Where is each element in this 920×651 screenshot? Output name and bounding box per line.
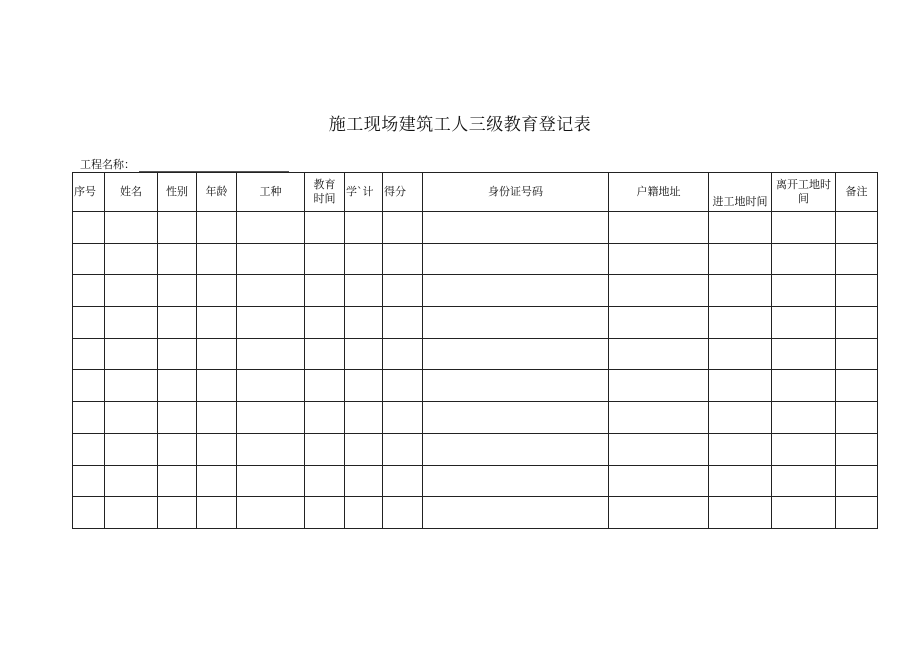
table-cell-remarks[interactable] [836, 433, 878, 465]
table-cell-hours[interactable] [345, 243, 383, 275]
table-cell-id-number[interactable] [423, 338, 609, 370]
table-cell-score[interactable] [383, 465, 423, 497]
table-cell-score[interactable] [383, 338, 423, 370]
table-cell-id-number[interactable] [423, 465, 609, 497]
table-cell-name[interactable] [105, 402, 158, 434]
table-cell-entry-time[interactable] [709, 465, 772, 497]
table-cell-gender[interactable] [158, 402, 197, 434]
table-cell-age[interactable] [197, 338, 237, 370]
table-cell-seq[interactable] [73, 433, 105, 465]
table-cell-entry-time[interactable] [709, 433, 772, 465]
table-cell-score[interactable] [383, 402, 423, 434]
table-cell-name[interactable] [105, 497, 158, 529]
table-cell-entry-time[interactable] [709, 370, 772, 402]
table-cell-leave-time[interactable] [772, 433, 836, 465]
table-cell-hours[interactable] [345, 465, 383, 497]
table-cell-score[interactable] [383, 243, 423, 275]
table-cell-id-number[interactable] [423, 370, 609, 402]
table-cell-hours[interactable] [345, 497, 383, 529]
table-cell-edu-time[interactable] [305, 338, 345, 370]
table-cell-age[interactable] [197, 243, 237, 275]
table-cell-age[interactable] [197, 433, 237, 465]
table-cell-hours[interactable] [345, 338, 383, 370]
table-cell-address[interactable] [609, 243, 709, 275]
table-cell-leave-time[interactable] [772, 370, 836, 402]
table-cell-entry-time[interactable] [709, 338, 772, 370]
table-cell-entry-time[interactable] [709, 307, 772, 339]
table-cell-hours[interactable] [345, 370, 383, 402]
table-cell-leave-time[interactable] [772, 338, 836, 370]
table-cell-remarks[interactable] [836, 243, 878, 275]
header-hours: 学`计 [345, 173, 383, 212]
table-cell-remarks[interactable] [836, 212, 878, 244]
table-cell-gender[interactable] [158, 338, 197, 370]
table-cell-id-number[interactable] [423, 243, 609, 275]
header-gender: 性别 [158, 173, 197, 212]
table-cell-remarks[interactable] [836, 465, 878, 497]
table-cell-gender[interactable] [158, 465, 197, 497]
table-cell-age[interactable] [197, 402, 237, 434]
table-cell-edu-time[interactable] [305, 275, 345, 307]
table-cell-edu-time[interactable] [305, 307, 345, 339]
table-cell-gender[interactable] [158, 307, 197, 339]
table-row [73, 212, 878, 244]
table-cell-age[interactable] [197, 497, 237, 529]
table-cell-age[interactable] [197, 275, 237, 307]
table-cell-remarks[interactable] [836, 402, 878, 434]
table-cell-name[interactable] [105, 370, 158, 402]
table-cell-name[interactable] [105, 243, 158, 275]
table-cell-trade[interactable] [237, 275, 305, 307]
table-row [73, 338, 878, 370]
table-cell-name[interactable] [105, 212, 158, 244]
header-id-number: 身份证号码 [423, 173, 609, 212]
header-leave-time: 离开工地时 间 [772, 173, 836, 212]
table-cell-hours[interactable] [345, 307, 383, 339]
table-cell-trade[interactable] [237, 212, 305, 244]
header-seq: 序号 [73, 173, 105, 212]
table-row [73, 243, 878, 275]
table-cell-address[interactable] [609, 275, 709, 307]
table-cell-address[interactable] [609, 433, 709, 465]
table-cell-remarks[interactable] [836, 307, 878, 339]
table-cell-remarks[interactable] [836, 497, 878, 529]
table-cell-gender[interactable] [158, 275, 197, 307]
table-cell-seq[interactable] [73, 212, 105, 244]
registration-table [72, 172, 878, 529]
table-cell-seq[interactable] [73, 465, 105, 497]
table-cell-leave-time[interactable] [772, 402, 836, 434]
table-cell-remarks[interactable] [836, 338, 878, 370]
table-cell-id-number[interactable] [423, 212, 609, 244]
table-cell-age[interactable] [197, 465, 237, 497]
table-cell-leave-time[interactable] [772, 212, 836, 244]
table-cell-edu-time[interactable] [305, 433, 345, 465]
project-name-field [80, 156, 289, 172]
table-cell-edu-time[interactable] [305, 243, 345, 275]
table-cell-hours[interactable] [345, 433, 383, 465]
table-cell-edu-time[interactable] [305, 370, 345, 402]
table-cell-address[interactable] [609, 402, 709, 434]
table-row [73, 275, 878, 307]
table-cell-seq[interactable] [73, 338, 105, 370]
table-cell-trade[interactable] [237, 402, 305, 434]
header-age: 年龄 [197, 173, 237, 212]
table-cell-seq[interactable] [73, 307, 105, 339]
table-cell-age[interactable] [197, 370, 237, 402]
table-body [73, 212, 878, 529]
document-title: 施工现场建筑工人三级教育登记表 [328, 115, 592, 135]
table-cell-id-number[interactable] [423, 402, 609, 434]
table-row [73, 433, 878, 465]
table-cell-id-number[interactable] [423, 307, 609, 339]
table-cell-seq[interactable] [73, 275, 105, 307]
table-cell-seq[interactable] [73, 497, 105, 529]
header-entry-time: 进工地时间 [709, 173, 772, 212]
project-name-blank[interactable] [139, 161, 289, 172]
project-name-label: 工程名称： [80, 158, 135, 171]
table-cell-trade[interactable] [237, 433, 305, 465]
table-row [73, 370, 878, 402]
table-cell-edu-time[interactable] [305, 465, 345, 497]
table-cell-leave-time[interactable] [772, 275, 836, 307]
header-trade: 工种 [237, 173, 305, 212]
table-cell-name[interactable] [105, 307, 158, 339]
table-cell-trade[interactable] [237, 497, 305, 529]
header-address: 户籍地址 [609, 173, 709, 212]
table-cell-score[interactable] [383, 497, 423, 529]
table-cell-address[interactable] [609, 212, 709, 244]
table-cell-entry-time[interactable] [709, 212, 772, 244]
table-cell-entry-time[interactable] [709, 243, 772, 275]
table-cell-gender[interactable] [158, 243, 197, 275]
header-name: 姓名 [105, 173, 158, 212]
table-cell-leave-time[interactable] [772, 465, 836, 497]
table-cell-edu-time[interactable] [305, 497, 345, 529]
header-remarks: 备注 [836, 173, 878, 212]
table-cell-address[interactable] [609, 338, 709, 370]
table-row [73, 307, 878, 339]
table-row [73, 497, 878, 529]
table-cell-seq[interactable] [73, 243, 105, 275]
table-cell-entry-time[interactable] [709, 402, 772, 434]
table-cell-age[interactable] [197, 212, 237, 244]
table-cell-address[interactable] [609, 497, 709, 529]
table-cell-gender[interactable] [158, 370, 197, 402]
table-cell-remarks[interactable] [836, 370, 878, 402]
table-cell-score[interactable] [383, 433, 423, 465]
table-cell-name[interactable] [105, 433, 158, 465]
table-cell-score[interactable] [383, 275, 423, 307]
table-cell-entry-time[interactable] [709, 275, 772, 307]
table-row [73, 402, 878, 434]
table-cell-seq[interactable] [73, 370, 105, 402]
table-cell-id-number[interactable] [423, 497, 609, 529]
table-cell-trade[interactable] [237, 307, 305, 339]
table-cell-seq[interactable] [73, 402, 105, 434]
table-cell-name[interactable] [105, 275, 158, 307]
table-cell-trade[interactable] [237, 370, 305, 402]
table-cell-gender[interactable] [158, 433, 197, 465]
table-cell-hours[interactable] [345, 402, 383, 434]
header-row [73, 173, 878, 212]
header-edu-time: 教育 时间 [305, 173, 345, 212]
table-cell-name[interactable] [105, 465, 158, 497]
table-cell-address[interactable] [609, 307, 709, 339]
table-cell-address[interactable] [609, 465, 709, 497]
table-cell-trade[interactable] [237, 465, 305, 497]
table-cell-score[interactable] [383, 307, 423, 339]
table-cell-hours[interactable] [345, 275, 383, 307]
table-cell-gender[interactable] [158, 497, 197, 529]
table-cell-id-number[interactable] [423, 433, 609, 465]
table-cell-address[interactable] [609, 370, 709, 402]
table-cell-edu-time[interactable] [305, 212, 345, 244]
table-cell-trade[interactable] [237, 338, 305, 370]
table-cell-age[interactable] [197, 307, 237, 339]
table-cell-hours[interactable] [345, 212, 383, 244]
table-cell-id-number[interactable] [423, 275, 609, 307]
table-cell-score[interactable] [383, 370, 423, 402]
table-cell-edu-time[interactable] [305, 402, 345, 434]
table-cell-entry-time[interactable] [709, 497, 772, 529]
table-cell-leave-time[interactable] [772, 243, 836, 275]
table-cell-leave-time[interactable] [772, 307, 836, 339]
table-cell-trade[interactable] [237, 243, 305, 275]
table-cell-remarks[interactable] [836, 275, 878, 307]
table-cell-name[interactable] [105, 338, 158, 370]
table-cell-gender[interactable] [158, 212, 197, 244]
table-cell-leave-time[interactable] [772, 497, 836, 529]
table-row [73, 465, 878, 497]
table-cell-score[interactable] [383, 212, 423, 244]
header-score: 得分 [383, 173, 423, 212]
